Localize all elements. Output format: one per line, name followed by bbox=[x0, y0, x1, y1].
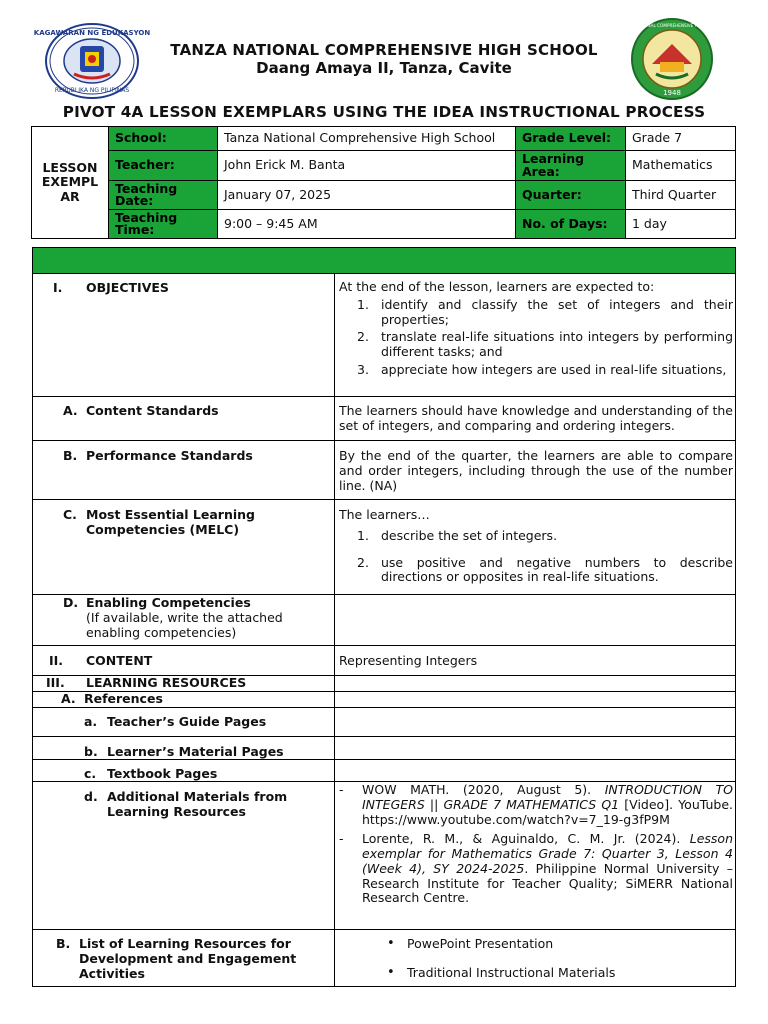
teacher-label: Teacher: bbox=[109, 151, 218, 181]
column-divider bbox=[334, 274, 335, 987]
objectives-heading: OBJECTIVES bbox=[86, 280, 169, 295]
school-label: School: bbox=[109, 127, 218, 151]
enabling-num: D. bbox=[63, 595, 79, 610]
row-divider bbox=[33, 929, 735, 930]
content-num: II. bbox=[49, 653, 64, 668]
row-divider bbox=[33, 396, 735, 397]
objective-item: 3. appreciate how integers are used in real-life situations, bbox=[357, 361, 727, 377]
reference-entry: - Lorente, R. M., & Aguinaldo, C. M. Jr. (2024). Lesson exemplar for Mathematics Grade 7: Quarter 3, Lesson 4 (Week 4), SY 2024-2025. Philippine Normal University – Research Institute for Teacher Quality; SiMERR National Research Centre. bbox=[339, 831, 733, 906]
resources-list-cell bbox=[339, 937, 733, 981]
seal-text-top: KAGAWARAN NG EDUKASYON bbox=[33, 29, 151, 37]
performance-standards-heading: Performance Standards bbox=[86, 448, 253, 463]
enabling-block bbox=[86, 596, 326, 640]
teaching-time-label: Teaching Time: bbox=[109, 210, 218, 239]
school-address: Daang Amaya II, Tanza, Cavite bbox=[256, 59, 512, 77]
grade-level-label: Grade Level: bbox=[516, 127, 626, 151]
seal-year: 1948 bbox=[663, 89, 681, 97]
additional-materials-num: d. bbox=[84, 789, 98, 804]
enabling-heading: Enabling Competencies bbox=[86, 595, 251, 610]
row-divider bbox=[33, 645, 735, 646]
teaching-date-label: Teaching Date: bbox=[109, 181, 218, 210]
resource-list-item: • Traditional Instructional Materials bbox=[387, 964, 616, 980]
content-standards-heading: Content Standards bbox=[86, 403, 219, 418]
document-title: PIVOT 4A LESSON EXEMPLARS USING THE IDEA INSTRUCTIONAL PROCESS bbox=[62, 103, 706, 121]
objectives-cell bbox=[339, 280, 733, 378]
quarter-label: Quarter: bbox=[516, 181, 626, 210]
teaching-time-value: 9:00 – 9:45 AM bbox=[218, 210, 516, 239]
textbook-num: c. bbox=[84, 766, 97, 781]
seal-text-bottom: REPUBLIKA NG PILIPINAS bbox=[54, 87, 130, 94]
melc-heading: Most Essential Learning Competencies (MELC) bbox=[86, 507, 255, 537]
objectives-intro: At the end of the lesson, learners are expected to: bbox=[339, 279, 655, 294]
lesson-exemplar-label: LESSON EXEMPL AR bbox=[32, 127, 109, 239]
performance-standards-text: By the end of the quarter, the learners are able to compare and order integers, including through the use of the number line. (NA) bbox=[339, 448, 733, 493]
school-name: TANZA NATIONAL COMPREHENSIVE HIGH SCHOOL bbox=[170, 41, 598, 59]
content-standards-num: A. bbox=[63, 403, 78, 418]
objectives-num: I. bbox=[53, 280, 63, 295]
days-label: No. of Days: bbox=[516, 210, 626, 239]
melc-item: 1. describe the set of integers. bbox=[357, 527, 558, 543]
additional-materials-label: Additional Materials from Learning Resources bbox=[107, 789, 288, 819]
resources-num: III. bbox=[46, 675, 65, 690]
reference-entry: - WOW MATH. (2020, August 5). INTRODUCTION TO INTEGERS || GRADE 7 MATHEMATICS Q1 [Video]. YouTube. https://www.youtube.com/watch?v=7_19-g3fP9M bbox=[339, 782, 733, 827]
additional-materials-cell bbox=[339, 783, 733, 906]
days-value: 1 day bbox=[626, 210, 736, 239]
school-value: Tanza National Comprehensive High School bbox=[218, 127, 516, 151]
seal-school-text: TANZA NATIONAL COMPREHENSIVE HIGH SCHOOL bbox=[619, 23, 725, 28]
melc-num: C. bbox=[63, 507, 77, 522]
row-divider bbox=[33, 499, 735, 500]
row-divider bbox=[33, 736, 735, 737]
learning-area-label: Learning Area: bbox=[516, 151, 626, 181]
table-header-bar bbox=[33, 248, 735, 274]
resources-heading: LEARNING RESOURCES bbox=[86, 675, 247, 690]
teachers-guide-num: a. bbox=[84, 714, 98, 729]
content-standards-text: The learners should have knowledge and understanding of the set of integers, and comparing and ordering integers. bbox=[339, 403, 733, 433]
lesson-plan-table bbox=[32, 247, 736, 987]
melc-intro: The learners… bbox=[339, 507, 430, 522]
learners-material-label: Learner’s Material Pages bbox=[107, 744, 284, 759]
textbook-label: Textbook Pages bbox=[107, 766, 218, 781]
quarter-value: Third Quarter bbox=[626, 181, 736, 210]
lesson-info-table bbox=[31, 126, 736, 239]
learners-material-num: b. bbox=[84, 744, 98, 759]
melc-item: 2. use positive and negative numbers to describe directions or opposites in real-life situations. bbox=[357, 554, 733, 585]
teaching-date-value: January 07, 2025 bbox=[218, 181, 516, 210]
resources-list-label: List of Learning Resources for Development and Engagement Activities bbox=[79, 936, 297, 981]
references-heading: References bbox=[84, 691, 163, 706]
references-num: A. bbox=[61, 691, 76, 706]
resource-list-item: • PowePoint Presentation bbox=[387, 936, 554, 951]
resources-list-num: B. bbox=[56, 936, 71, 951]
performance-standards-num: B. bbox=[63, 448, 78, 463]
content-heading: CONTENT bbox=[86, 653, 153, 668]
objective-item: 1. identify and classify the set of integers and their properties; bbox=[357, 296, 733, 327]
learning-area-value: Mathematics bbox=[626, 151, 736, 181]
teachers-guide-label: Teacher’s Guide Pages bbox=[107, 714, 267, 729]
melc-cell bbox=[339, 508, 733, 585]
enabling-note: (If available, write the attached enabling competencies) bbox=[86, 609, 283, 640]
content-text: Representing Integers bbox=[339, 653, 478, 668]
objective-item: 2. translate real-life situations into integers by performing different tasks; and bbox=[357, 329, 733, 359]
teacher-value: John Erick M. Banta bbox=[218, 151, 516, 181]
row-divider bbox=[33, 440, 735, 441]
row-divider bbox=[33, 707, 735, 708]
grade-level-value: Grade 7 bbox=[626, 127, 736, 151]
